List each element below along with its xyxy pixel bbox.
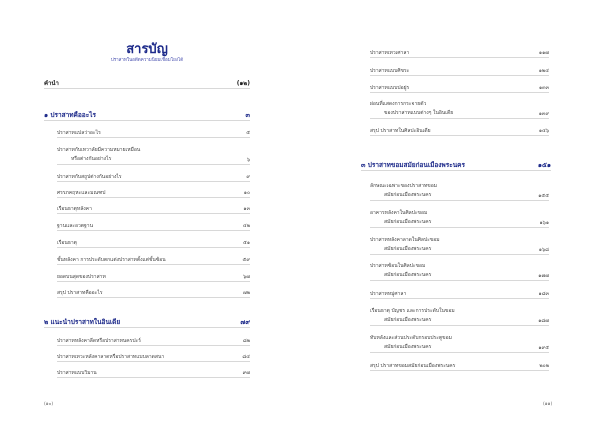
toc-entry-page: (๑๒) xyxy=(236,80,250,87)
toc-entry-label-line1: ปราสาทหลังคาลาดในศิลปะขอม xyxy=(370,237,440,243)
toc-entry-label-line1: ทับหลังและส่วนประดับกรอบประตูขอม xyxy=(370,335,452,341)
toc-entry-page: ๑๔๖ xyxy=(538,128,549,134)
toc-entry[interactable] xyxy=(57,236,250,248)
toc-entry-label: ปราสาทเทวเศาลา xyxy=(370,50,410,56)
toc-entry-label xyxy=(370,236,440,254)
toc-entry-label xyxy=(370,262,431,280)
toc-entry-label-line2: สมัยก่อนเมืองพระนคร xyxy=(384,272,432,278)
toc-entry[interactable] xyxy=(370,259,549,281)
toc-entry-page: ๘๔ xyxy=(242,354,250,360)
toc-entry[interactable] xyxy=(370,287,549,299)
toc-entry-page: ๑๓๓ xyxy=(538,85,549,91)
toc-entry[interactable] xyxy=(57,170,250,182)
toc-entry-label: ปราสาทกับสถูปต่างกันอย่างไร xyxy=(57,174,122,180)
toc-entry-label: ปราสาทแบบศิขระ xyxy=(370,68,410,74)
toc-entry[interactable] xyxy=(370,331,549,353)
toc-entry-page: ๘๒ xyxy=(242,338,250,344)
toc-entry[interactable] xyxy=(57,334,250,346)
toc-entry-label-line1: ลักษณะเฉพาะของปราสาทขอม xyxy=(370,183,438,189)
toc-entry[interactable] xyxy=(57,126,250,138)
toc-entry[interactable] xyxy=(57,350,250,362)
toc-entry-label-line1: ผ่อนที่แสดงการกระจายตัว xyxy=(370,101,427,107)
toc-entry-label xyxy=(57,146,140,164)
toc-entry[interactable] xyxy=(57,219,250,231)
toc-entry[interactable] xyxy=(57,253,250,265)
toc-entry-page: ๙๗ xyxy=(242,370,250,376)
toc-entry-page: ๒๐๒ xyxy=(539,363,549,369)
toc-entry-label-line1: เรือนธาตุ บัญชร และการประดับในขอม xyxy=(370,308,455,314)
page-folio: (๑๑) xyxy=(543,402,553,407)
toc-entry-page: ๙ xyxy=(246,174,250,180)
toc-entry-label: ปราสาทหลังคาลีดหรือปราสาทนครปะร์ xyxy=(57,338,141,344)
toc-entry[interactable] xyxy=(370,179,549,201)
toc-entry[interactable] xyxy=(370,97,549,119)
toc-entry-label xyxy=(370,100,453,118)
toc-entry-label: ปราสาทแบบวิมาน xyxy=(57,370,97,376)
page-folio: (๑๐) xyxy=(44,402,54,407)
toc-entry[interactable] xyxy=(57,186,250,198)
toc-entry-label: ชั้นหลังคา การประดับตกแต่งปราสาทตั้งแต่ชั้นซ้อน xyxy=(57,257,166,263)
chapter-label: ๒ แนะนำปราสาทในอินเดีย xyxy=(44,318,121,326)
toc-entry-label-line2: สมัยก่อนเมืองพระนคร xyxy=(384,246,432,252)
toc-entry-page: ๕๙ xyxy=(242,257,250,263)
toc-entry-page: ๑๐ xyxy=(243,190,250,196)
toc-entry[interactable] xyxy=(370,64,549,76)
toc-entry-page: ๖ xyxy=(246,157,250,163)
toc-entry[interactable] xyxy=(57,286,250,298)
toc-entry[interactable] xyxy=(370,233,549,255)
toc-entry-page: ๑๓๙ xyxy=(538,111,549,117)
toc-entry-label-line2: สมัยก่อนเมืองพระนคร xyxy=(384,317,432,323)
toc-title: สารบัญ xyxy=(126,42,168,57)
toc-entry-page: ๑๓ xyxy=(243,206,250,212)
toc-entry[interactable] xyxy=(57,143,250,165)
toc-entry[interactable] xyxy=(370,359,549,371)
toc-entry[interactable] xyxy=(370,124,549,136)
toc-entry[interactable] xyxy=(57,202,250,214)
toc-entry-page: ๑๘๓ xyxy=(538,291,549,297)
toc-entry-page: ๑๖๘ xyxy=(538,247,549,253)
toc-entry-label: คำนำ xyxy=(44,80,59,87)
toc-entry-label: สรุป ปราสาทในศิลปะอินเดีย xyxy=(370,128,431,134)
toc-chapter-2[interactable] xyxy=(44,315,250,328)
toc-entry-page: ๕๑ xyxy=(243,240,250,246)
toc-entry-label-line2: สมัยก่อนเมืองพระนคร xyxy=(384,192,432,198)
toc-entry-label: ปราสาทแปลว่าอะไร xyxy=(57,130,101,136)
toc-entry-label: ยอดบนสุดของปราสาท xyxy=(57,274,106,280)
toc-entry[interactable] xyxy=(370,81,549,93)
toc-entry-label: ศรรภคฤหะและมณฑป xyxy=(57,190,106,196)
toc-entry-label: ปราสาทแบบปอยู่ร xyxy=(370,85,410,91)
toc-chapter-1[interactable] xyxy=(44,108,250,121)
toc-entry-label: เรือนธาตุ xyxy=(57,240,77,246)
toc-chapter-3[interactable] xyxy=(361,158,551,171)
toc-entry-preface[interactable] xyxy=(44,76,250,89)
toc-entry-label xyxy=(370,307,455,325)
right-page xyxy=(300,0,600,433)
toc-entry-page: ๑๘๗ xyxy=(538,318,549,324)
toc-entry-label: ปราสาทเทวะหลังคาลาดหรือปราสาทแบบลาดสนา xyxy=(57,354,165,360)
toc-entry-label: สรุป ปราสาทคืออะไร xyxy=(57,290,103,296)
chapter-page: ๓ xyxy=(245,111,250,119)
toc-entry[interactable] xyxy=(57,270,250,282)
toc-entry-label: ปราสาทหมู่ศาลา xyxy=(370,291,407,297)
chapter-label: ๑ ปราสาทคืออะไร xyxy=(44,111,96,119)
toc-entry[interactable] xyxy=(57,366,250,378)
chapter-page: ๗๙ xyxy=(240,318,250,326)
toc-entry-page: ๔๒ xyxy=(242,223,250,229)
toc-entry-page: ๑๒๔ xyxy=(538,68,549,74)
toc-entry-label: สรุป ปราสาทขอมสมัยก่อนเมืองพระนคร xyxy=(370,363,456,369)
toc-entry-label-line2: สมัยก่อนเมืองพระนคร xyxy=(384,344,432,350)
chapter-label: ๓ ปราสาทขอมสมัยก่อนเมืองพระนคร xyxy=(361,161,465,169)
toc-entry[interactable] xyxy=(370,304,549,326)
toc-entry-label-line2: สมัยก่อนเมืองพระนคร xyxy=(384,219,432,225)
toc-entry-label-line2: หรือต่างกันอย่างไร xyxy=(71,156,112,162)
toc-subtitle: ปราสาทในอดีตความนิยมเชื่อมโยงได้ xyxy=(110,58,184,63)
toc-entry-label-line2: ของปราสาทแบบต่างๆ ในอินเดีย xyxy=(384,110,454,116)
toc-entry-label xyxy=(370,334,452,352)
toc-entry-page: ๕ xyxy=(246,130,250,136)
toc-entry-page: ๗๒ xyxy=(242,290,250,296)
toc-entry-label xyxy=(370,209,431,227)
toc-entry-page: ๑๕๕ xyxy=(538,193,549,199)
toc-entry-label-line1: อาคารหลังคาในศิลปะขอม xyxy=(370,210,428,216)
toc-entry-page: ๑๗๗ xyxy=(538,273,549,279)
toc-entry-page: ๑๙๕ xyxy=(538,345,549,351)
toc-entry-label: ฐานและอวตฐาน xyxy=(57,223,93,229)
toc-entry-label-line1: ปราสาทซ้อนในศิลปะขอม xyxy=(370,263,426,269)
toc-entry-label-line1: ปราสาทกับเทวาลัยมีความหมายเหมือน xyxy=(57,147,141,153)
toc-entry-label xyxy=(370,182,437,200)
toc-entry[interactable] xyxy=(370,46,549,58)
toc-entry-page: ๑๖๑ xyxy=(539,220,549,226)
toc-entry-page: ๑๑๗ xyxy=(538,50,549,56)
toc-entry-page: ๖๗ xyxy=(243,274,250,280)
toc-entry[interactable] xyxy=(370,206,549,228)
chapter-page: ๑๕๑ xyxy=(537,161,551,169)
toc-entry-label: เรือนธาตุหลังคา xyxy=(57,206,92,212)
